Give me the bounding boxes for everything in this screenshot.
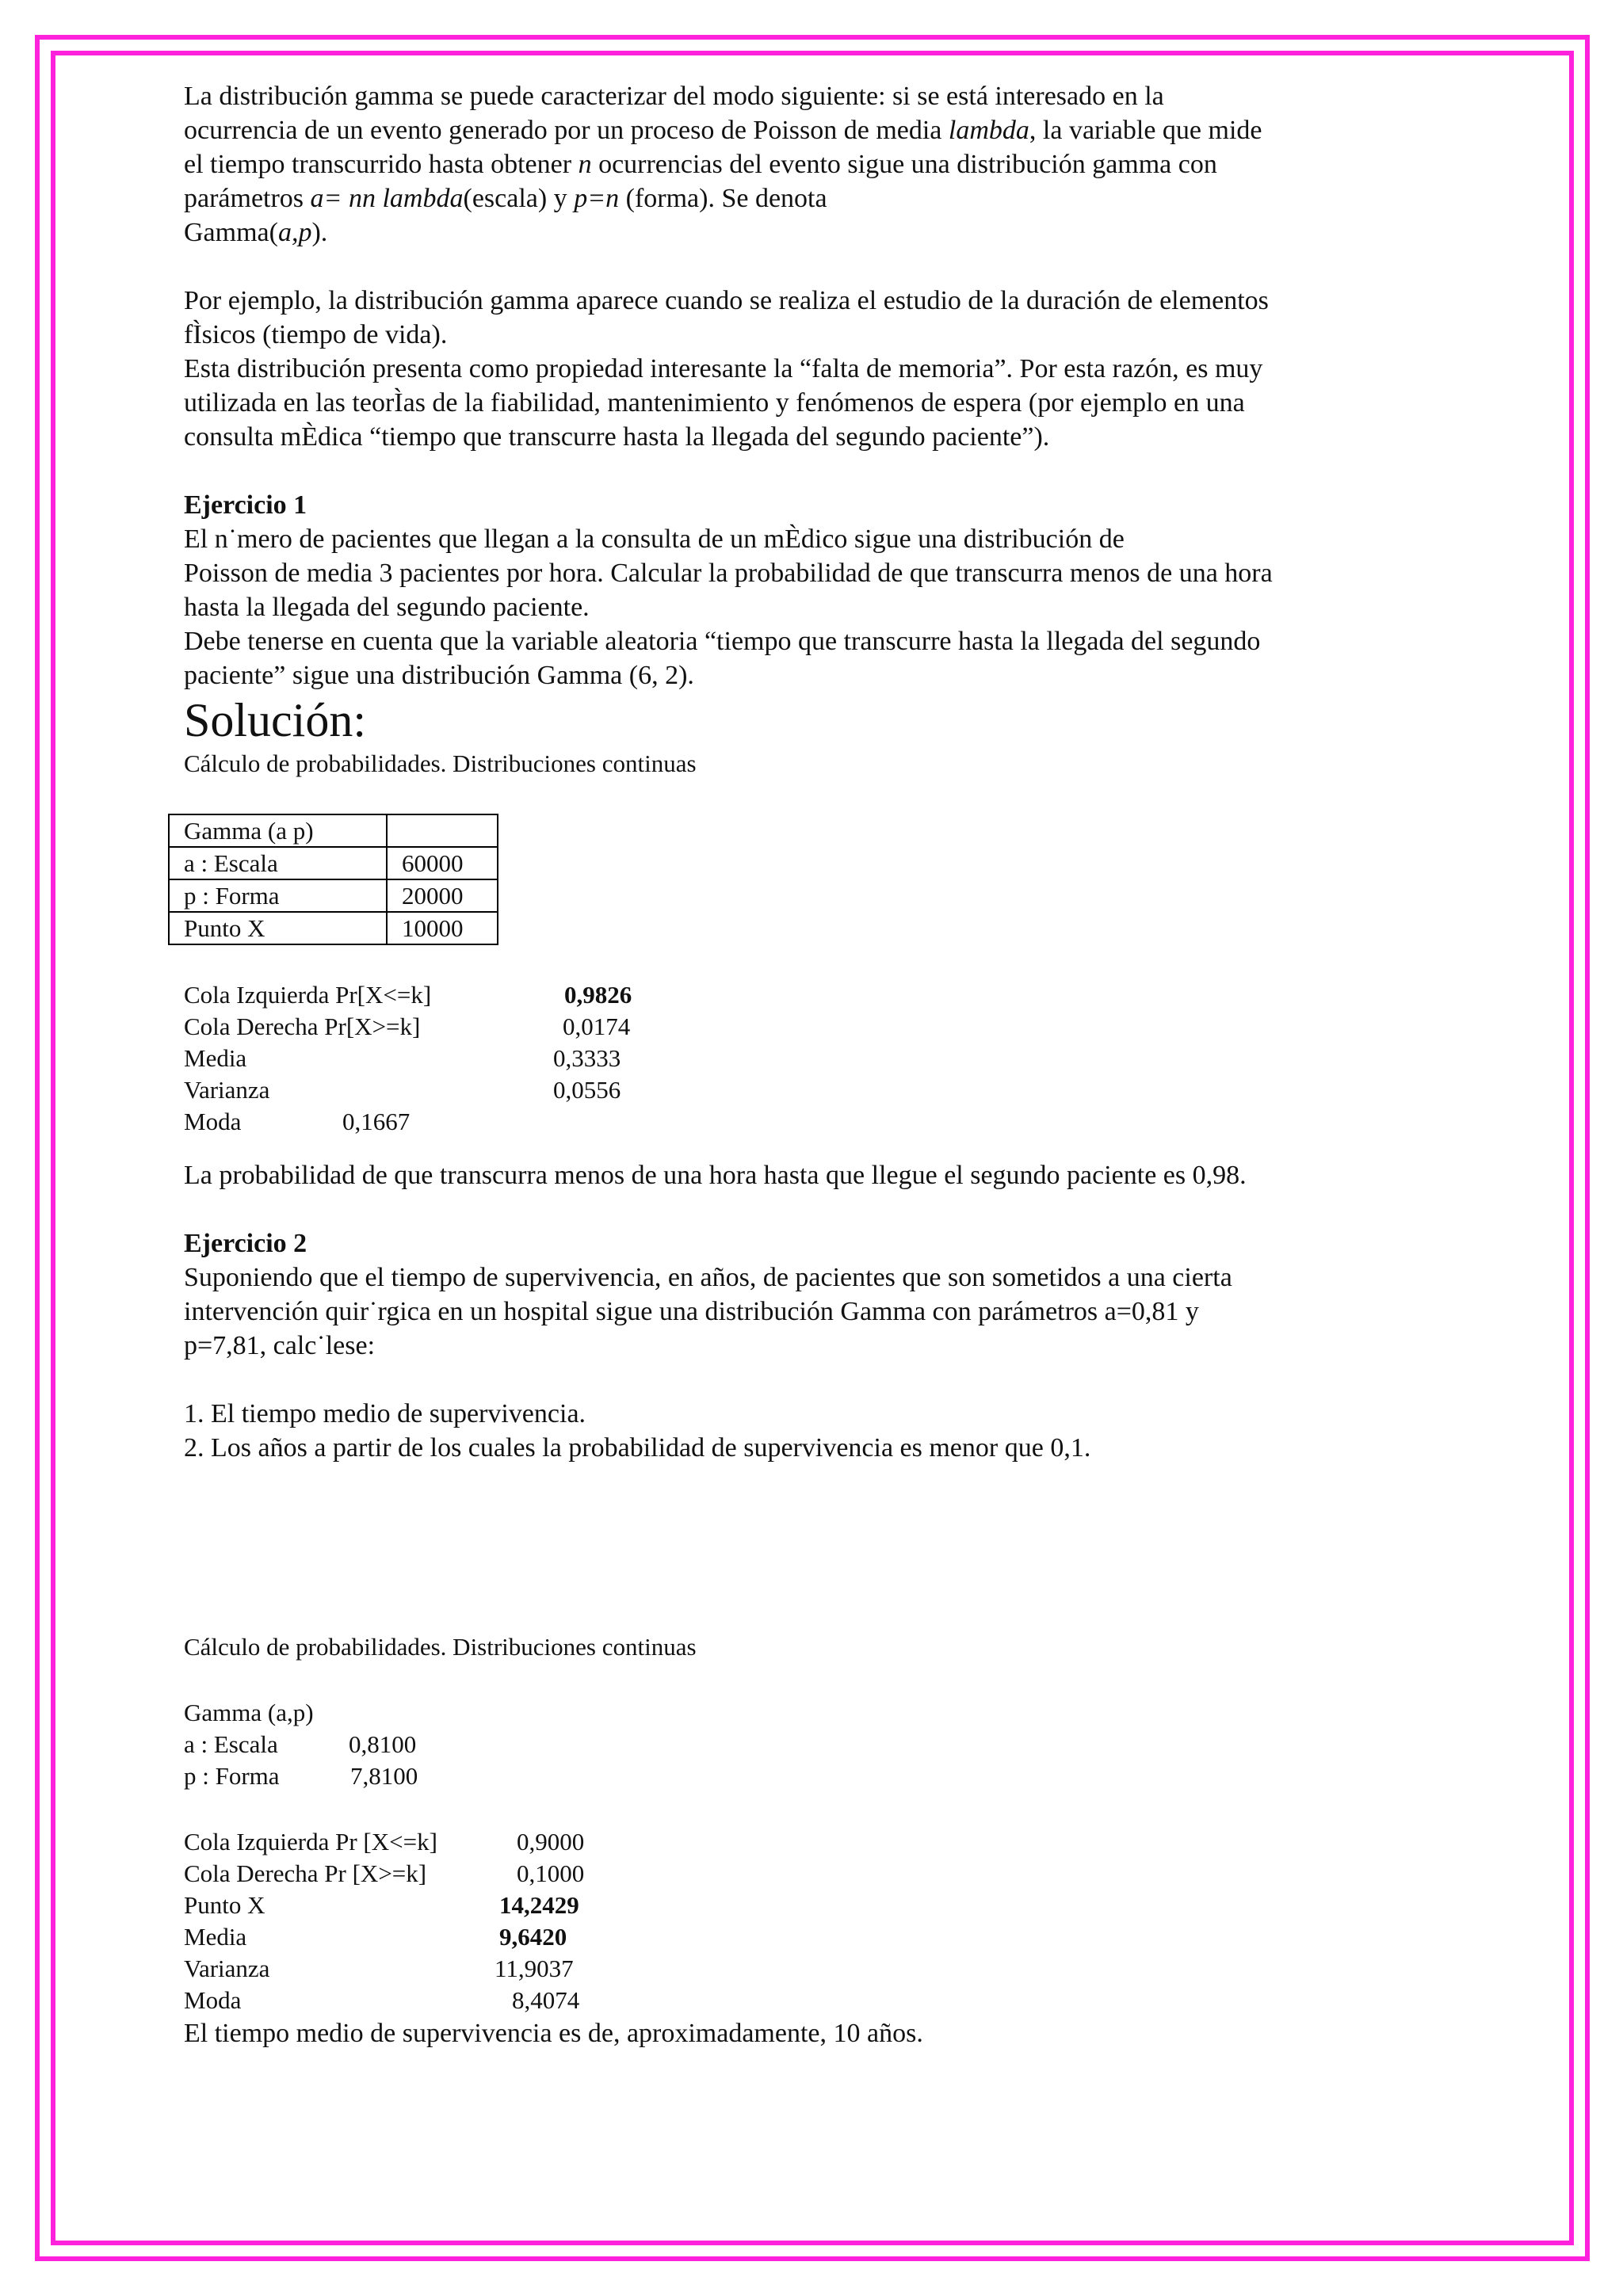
table-row: [169, 847, 498, 879]
result-value: 0,9826: [564, 981, 632, 1009]
result-label: Punto X: [184, 1891, 265, 1919]
n-term: n: [578, 150, 592, 179]
table-cell-label: p : Forma: [169, 879, 387, 912]
result-row: [184, 979, 1420, 1011]
result-row: [184, 1826, 1420, 1858]
result-value: 0,3333: [553, 1044, 621, 1072]
result-row: [184, 1921, 1420, 1953]
intro-line: La distribución gamma se puede caracterizar del modo siguiente: si se está interesado en la: [184, 82, 1164, 111]
table-cell-value: 10000: [387, 912, 498, 944]
exercise-line: intervención quir˙rgica en un hospital sigue una distribución Gamma con parámetros a=0,81 y: [184, 1297, 1199, 1326]
intro-line: fÌsicos (tiempo de vida).: [184, 320, 448, 349]
document-body: [184, 79, 1420, 2050]
table-row: [169, 912, 498, 944]
result-label: Cola Derecha Pr [X>=k]: [184, 1859, 427, 1887]
exercise-line: hasta la llegada del segundo paciente.: [184, 593, 590, 622]
exercise-1-conclusion: La probabilidad de que transcurra menos de una hora hasta que llegue el segundo paciente es 0,98.: [184, 1161, 1247, 1190]
result-label: Cola Derecha Pr[X>=k]: [184, 1013, 421, 1040]
intro-line: Esta distribución presenta como propiedad interesante la “falta de memoria”. Por esta razón, es muy: [184, 354, 1263, 383]
intro-paragraph-2: [184, 284, 1420, 454]
result-row: [184, 1106, 1420, 1138]
exercise-2-heading: Ejercicio 2: [184, 1229, 307, 1258]
table-cell-value: 20000: [387, 879, 498, 912]
result-label: Varianza: [184, 1076, 270, 1104]
table-row: [169, 879, 498, 912]
table-row: [169, 814, 498, 847]
question-item: 1. El tiempo medio de supervivencia.: [184, 1399, 586, 1428]
param-row: [184, 1760, 1420, 1792]
param-label: p : Forma: [184, 1762, 280, 1790]
a-term: a= nn lambda: [310, 184, 464, 213]
param-value: 0,8100: [349, 1730, 417, 1758]
result-row: [184, 1043, 1420, 1074]
intro-line: consulta mÈdica “tiempo que transcurre hasta la llegada del segundo paciente”).: [184, 422, 1050, 452]
ap-term: a,p: [277, 218, 312, 247]
result-value: 0,9000: [517, 1828, 585, 1855]
exercise-1: [184, 488, 1420, 1192]
exercise-line: Suponiendo que el tiempo de supervivencia, en años, de pacientes que son sometidos a una cierta: [184, 1263, 1232, 1292]
exercise-2-results: [184, 1826, 1420, 2016]
result-row: [184, 1858, 1420, 1890]
table-cell-label: Punto X: [169, 912, 387, 944]
result-label: Media: [184, 1923, 247, 1951]
result-row: [184, 1011, 1420, 1043]
result-value: 8,4074: [512, 1986, 580, 2014]
exercise-line: paciente” sigue una distribución Gamma (6, 2).: [184, 661, 694, 690]
exercise-line: Poisson de media 3 pacientes por hora. Calcular la probabilidad de que transcurra menos de una hora: [184, 559, 1273, 588]
table-cell-value: [387, 814, 498, 847]
result-row: [184, 1890, 1420, 1921]
result-label: Cola Izquierda Pr [X<=k]: [184, 1828, 437, 1855]
result-row: [184, 1074, 1420, 1106]
result-value: 0,1667: [342, 1108, 411, 1135]
intro-line: Por ejemplo, la distribución gamma aparece cuando se realiza el estudio de la duración de elementos: [184, 286, 1269, 315]
param-label: a : Escala: [184, 1730, 278, 1758]
result-label: Media: [184, 1044, 247, 1072]
exercise-1-heading: Ejercicio 1: [184, 490, 307, 520]
exercise-1-results: [184, 979, 1420, 1138]
lambda-term: lambda: [948, 116, 1029, 145]
table-cell-label: Gamma (a p): [169, 814, 387, 847]
exercise-line: El n˙mero de pacientes que llegan a la consulta de un mÈdico sigue una distribución de: [184, 524, 1125, 554]
result-value: 0,0556: [553, 1076, 621, 1104]
intro-line: el tiempo transcurrido hasta obtener n ocurrencias del evento sigue una distribución gamma con: [184, 150, 1217, 179]
exercise-line: p=7,81, calc˙lese:: [184, 1331, 376, 1360]
exercise-2: [184, 1226, 1420, 2050]
gamma-params-table: [168, 814, 498, 945]
param-value: 7,8100: [350, 1762, 418, 1790]
result-value: 11,9037: [495, 1955, 574, 1982]
result-label: Varianza: [184, 1955, 270, 1982]
table-cell-value: 60000: [387, 847, 498, 879]
gamma-label: Gamma (a,p): [184, 1699, 314, 1726]
intro-line: parámetros a= nn lambda(escala) y p=n (forma). Se denota: [184, 184, 827, 213]
result-value: 9,6420: [499, 1923, 567, 1951]
exercise-line: Debe tenerse en cuenta que la variable aleatoria “tiempo que transcurre hasta la llegada del segundo: [184, 627, 1261, 656]
intro-line: ocurrencia de un evento generado por un proceso de Poisson de media lambda, la variable que mide: [184, 116, 1262, 145]
intro-paragraph-1: [184, 79, 1420, 250]
result-label: Cola Izquierda Pr[X<=k]: [184, 981, 432, 1009]
result-label: Moda: [184, 1108, 242, 1135]
table-cell-label: a : Escala: [169, 847, 387, 879]
question-item: 2. Los años a partir de los cuales la probabilidad de supervivencia es menor que 0,1.: [184, 1433, 1091, 1463]
result-row: [184, 1985, 1420, 2016]
exercise-2-conclusion: El tiempo medio de supervivencia es de, aproximadamente, 10 años.: [184, 2019, 923, 2048]
result-value: 0,1000: [517, 1859, 585, 1887]
p-term: p=n: [574, 184, 620, 213]
result-label: Moda: [184, 1986, 242, 2014]
result-value: 14,2429: [499, 1891, 579, 1919]
solution-title: Solución:: [184, 694, 367, 746]
calc-title: Cálculo de probabilidades. Distribuciones continuas: [184, 749, 697, 777]
calc-title: Cálculo de probabilidades. Distribuciones continuas: [184, 1633, 697, 1661]
result-value: 0,0174: [563, 1013, 631, 1040]
intro-line: utilizada en las teorÌas de la fiabilidad, mantenimiento y fenómenos de espera (por ejemplo en una: [184, 388, 1245, 418]
intro-line: Gamma(a,p).: [184, 218, 328, 247]
param-row: [184, 1729, 1420, 1760]
result-row: [184, 1953, 1420, 1985]
